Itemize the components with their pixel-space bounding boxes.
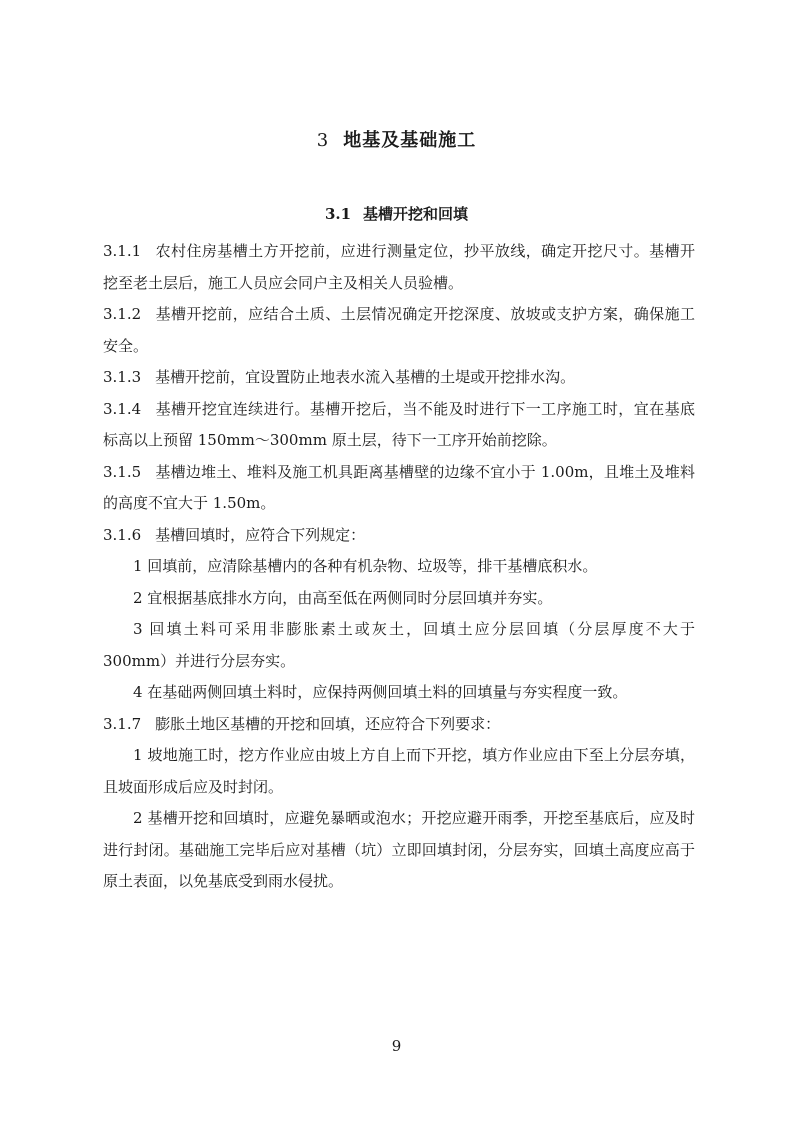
chapter-title [0,126,793,152]
clause-number: 3.1.3 [103,368,142,386]
clause-number: 3.1.4 [103,399,142,418]
section-number: 3.1 [324,205,352,223]
clause-3-1-2 [103,299,695,362]
clause-3-1-1 [103,236,695,299]
clause-number: 3.1.6 [103,525,142,544]
list-item: 2 基槽开挖和回填时，应避免暴晒或泡水；开挖应避开雨季，开挖至基底后，应及时进行封闭。基础施工完毕后应对基槽（坑）立即回填封闭，分层夯实，回填土高度应高于原土表面，以免基底受到雨水侵扰。 [103,809,695,890]
clause-number: 3.1.2 [103,305,142,323]
clause-3-1-5 [103,457,695,520]
clause-text: 基槽开挖前，应结合土质、土层情况确定开挖深度、放坡或支护方案，确保施工安全。 [103,305,695,355]
clause-3-1-3 [103,362,695,394]
clause-number: 3.1.5 [103,462,142,481]
chapter-number: 3 [316,130,330,151]
list-item: 1 坡地施工时，挖方作业应由坡上方自上而下开挖，填方作业应由下至上分层夯填，且坡面形成后应及时封闭。 [103,746,695,796]
list-item: 1 回填前，应清除基槽内的各种有机杂物、垃圾等，排干基槽底积水。 [133,557,598,575]
clause-3-1-4 [103,394,695,457]
list-item: 2 宜根据基底排水方向，由高至低在两侧同时分层回填并夯实。 [133,588,553,607]
clause-number: 3.1.7 [103,714,142,733]
clause-3-1-7 [103,709,695,741]
section-title [0,203,793,224]
list-item: 3 回填土料可采用非膨胀素土或灰土，回填土应分层回填（分层厚度不大于 300mm）并进行分层夯实。 [103,620,695,670]
clause-text: 基槽边堆土、堆料及施工机具距离基槽壁的边缘不宜小于 1.00m，且堆土及堆料的高度不宜大于 1.50m。 [103,462,695,512]
list-item: 4 在基础两侧回填土料时，应保持两侧回填土料的回填量与夯实程度一致。 [133,683,628,701]
clause-text: 农村住房基槽土方开挖前，应进行测量定位，抄平放线，确定开挖尺寸。基槽开挖至老土层后，施工人员应会同户主及相关人员验槽。 [103,242,695,292]
clause-3-1-6 [103,520,695,552]
clause-text: 膨胀土地区基槽的开挖和回填，还应符合下列要求： [155,714,501,733]
clause-text: 基槽开挖前，宜设置防止地表水流入基槽的土堤或开挖排水沟。 [155,368,576,386]
clause-text: 基槽回填时，应符合下列规定： [155,525,366,544]
section-title-text: 基槽开挖和回填 [363,205,469,223]
page-number: 9 [391,1037,402,1055]
clause-text: 基槽开挖宜连续进行。基槽开挖后，当不能及时进行下一工序施工时，宜在基底标高以上预留 150mm～300mm 原土层，待下一工序开始前挖除。 [103,399,695,449]
chapter-title-text: 地基及基础施工 [343,130,477,151]
clause-number: 3.1.1 [103,242,142,260]
body-text [103,236,695,898]
